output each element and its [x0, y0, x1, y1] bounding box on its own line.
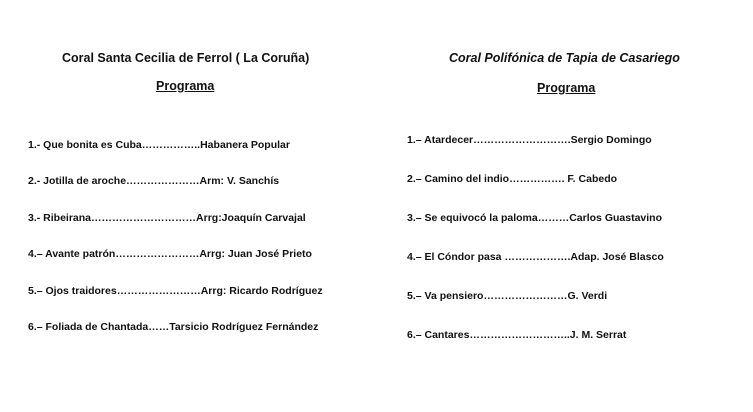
- right-choir-title: Coral Polifónica de Tapia de Casariego: [449, 51, 680, 65]
- left-program-heading: Programa: [156, 79, 215, 93]
- program-item: 1.- Que bonita es Cuba……………..Habanera Popular: [28, 139, 290, 151]
- program-item: 3.- Ribeirana…………………………Arrg:Joaquín Carvajal: [28, 211, 306, 224]
- program-item: 1.– Atardecer……………………….Sergio Domingo: [407, 134, 652, 146]
- program-item: 4.– El Cóndor pasa ……………….Adap. José Blasco: [407, 251, 664, 263]
- program-item: 5.– Va pensiero……………………G. Verdi: [407, 290, 608, 302]
- right-program-list: [407, 133, 664, 367]
- program-item: 2.- Jotilla de aroche…………………Arm: V. Sanchís: [28, 175, 280, 188]
- program-item: 3.– Se equivocó la paloma………Carlos Guastavino: [407, 212, 662, 224]
- program-item: 4.– Avante patrón……………………Arrg: Juan José Prieto: [28, 248, 312, 261]
- program-item: 6.– Foliada de Chantada……Tarsicio Rodríguez Fernández: [28, 320, 319, 333]
- program-item: 2.– Camino del indio……………. F. Cabedo: [407, 173, 618, 185]
- program-item: 5.– Ojos traidores……………………Arrg: Ricardo Rodríguez: [28, 284, 323, 297]
- left-program-list: [28, 138, 323, 356]
- right-program-heading: Programa: [537, 81, 596, 95]
- program-item: 6.– Cantares………………………..J. M. Serrat: [407, 329, 627, 341]
- left-choir-title: Coral Santa Cecilia de Ferrol ( La Coruña): [62, 51, 310, 65]
